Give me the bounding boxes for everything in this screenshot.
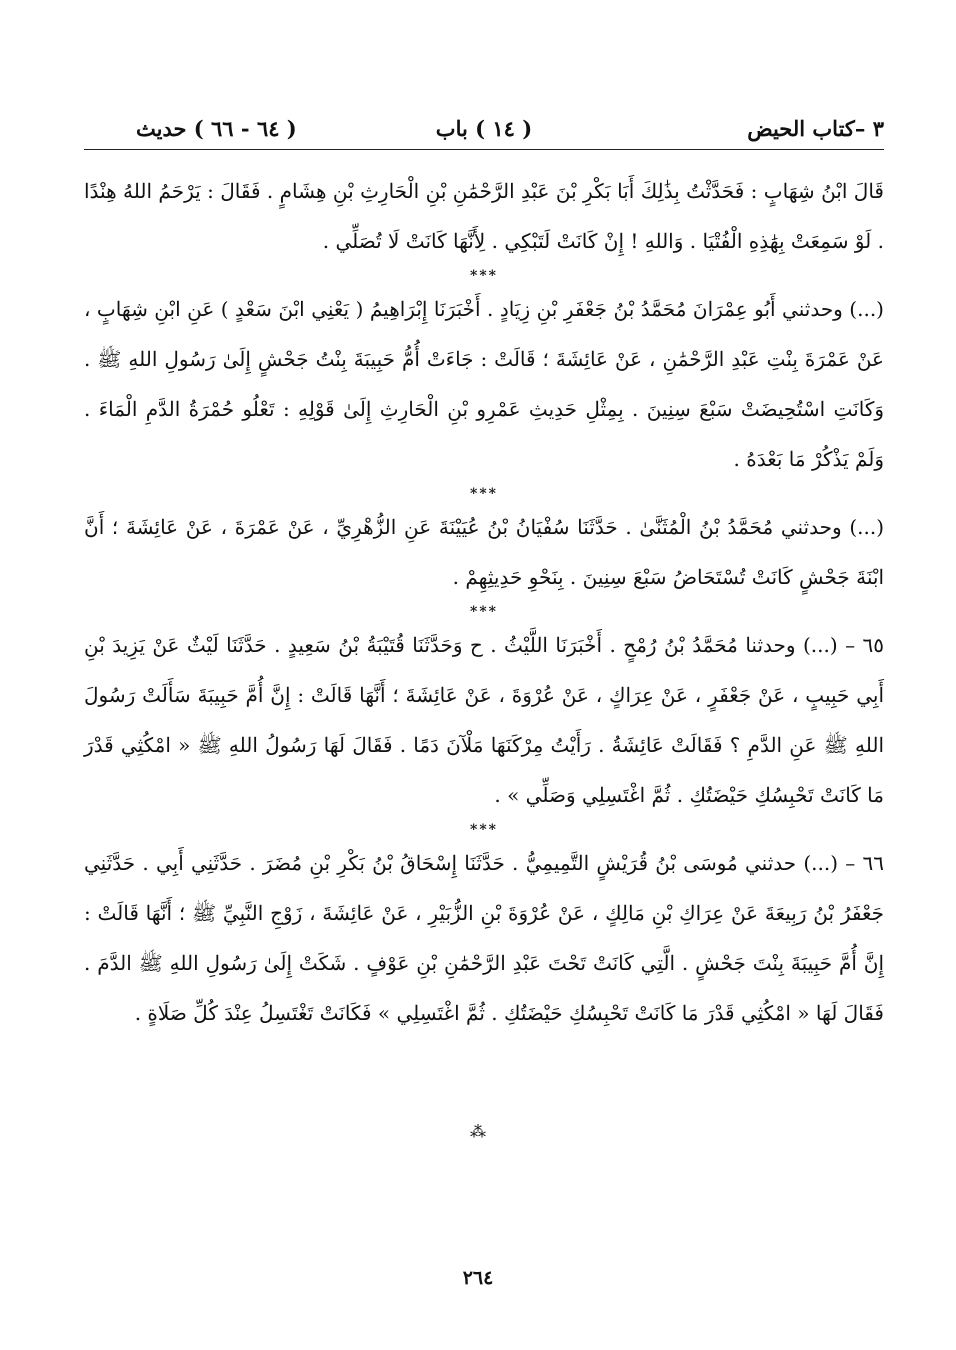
page-number: ٢٦٤ [462, 1267, 494, 1289]
section-separator: *** [470, 604, 498, 620]
section-separator: *** [470, 822, 498, 838]
hadith-range: ( ٦٤ - ٦٦ ) حديث [136, 116, 297, 141]
hadith-66: ٦٦ – (...) حدثني مُوسَى بْنُ قُرَيْشٍ التَّمِيمِيُّ . حَدَّثَنَا إِسْحَاقُ بْنُ بَكْرِ بْنِ مُضَرَ . حَدَّثَنِي أَبِي . حَدَّثَنِي جَعْفَرُ بْنُ رَبِيعَةَ عَنْ عِرَاكِ بْنِ مَالِكٍ ، عَنْ عُرْوَةَ بْنِ الزُّبَيْرِ ، عَنْ عَائِشَةَ ، زَوْجِ النَّبِيِّ ﷺ ؛ أَنَّهَا قَالَتْ : إِنَّ أُمَّ حَبِيبَةَ بِنْتَ جَحْشٍ . الَّتِي كَانَتْ تَحْتَ عَبْدِ الرَّحْمَٰنِ بْنِ عَوْفٍ . شَكَتْ إِلَىٰ رَسُولِ اللهِ ﷺ الدَّمَ . فَقَالَ لَهَا « امْكُثِي قَدْرَ مَا كَانَتْ تَحْبِسُكِ حَيْضَتُكِ . ثُمَّ اغْتَسِلِي » فَكَانَتْ تَغْتَسِلُ عِنْدَ كُلِّ صَلَاةٍ . [84, 851, 884, 1025]
paragraph-1: قَالَ ابْنُ شِهَابٍ : فَحَدَّثْتُ بِذَٰلِكَ أَبَا بَكْرِ بْنَ عَبْدِ الرَّحْمَٰنِ بْنِ الْحَارِثِ بْنِ هِشَامٍ . فَقَالَ : يَرْحَمُ اللهُ هِنْدًا . لَوْ سَمِعَتْ بِهَٰذِهِ الْفُتْيَا . وَاللهِ ! إِنْ كَانَتْ لَتَبْكِي . لِأَنَّهَا كَانَتْ لَا تُصَلِّي . [84, 179, 884, 253]
section-separator: *** [470, 486, 498, 502]
paragraph-2: (...) وحدثني أَبُو عِمْرَانَ مُحَمَّدُ بْنُ جَعْفَرِ بْنِ زِيَادٍ . أَخْبَرَنَا إِبْرَاهِيمُ ( يَعْنِي ابْنَ سَعْدٍ ) عَنِ ابْنِ شِهَابٍ ، عَنْ عَمْرَةَ بِنْتِ عَبْدِ الرَّحْمَٰنِ ، عَنْ عَائِشَةَ ؛ قَالَتْ : جَاءَتْ أُمُّ حَبِيبَةَ بِنْتُ جَحْشٍ إِلَىٰ رَسُولِ اللهِ ﷺ . وَكَانَتِ اسْتُحِيضَتْ سَبْعَ سِنِينَ . بِمِثْلِ حَدِيثِ عَمْرِو بْنِ الْحَارِثِ إِلَىٰ قَوْلِهِ : تَعْلُو حُمْرَةُ الدَّمِ الْمَاءَ . وَلَمْ يَذْكُرْ مَا بَعْدَهُ . [84, 297, 884, 471]
book-title: ٣ –كتاب الحيض [747, 116, 884, 141]
section-separator: *** [470, 268, 498, 284]
chapter-end-mark: ⁂ [470, 1122, 486, 1141]
page-body [84, 166, 884, 1038]
running-header [84, 112, 884, 148]
chapter-label: ( ١٤ ) باب [435, 116, 533, 141]
hadith-65: ٦٥ – (...) وحدثنا مُحَمَّدُ بْنُ رُمْحٍ . أَخْبَرَنَا اللَّيْثُ . ح وَحَدَّثَنَا قُتَيْبَةُ بْنُ سَعِيدٍ . حَدَّثَنَا لَيْثٌ عَنْ يَزِيدَ بْنِ أَبِي حَبِيبٍ ، عَنْ جَعْفَرٍ ، عَنْ عِرَاكٍ ، عَنْ عُرْوَةَ ، عَنْ عَائِشَةَ ؛ أَنَّهَا قَالَتْ : إِنَّ أُمَّ حَبِيبَةَ سَأَلَتْ رَسُولَ اللهِ ﷺ عَنِ الدَّمِ ؟ فَقَالَتْ عَائِشَةُ . رَأَيْتُ مِرْكَنَهَا مَلْآنَ دَمًا . فَقَالَ لَهَا رَسُولُ اللهِ ﷺ « امْكُثِي قَدْرَ مَا كَانَتْ تَحْبِسُكِ حَيْضَتُكِ . ثُمَّ اغْتَسِلِي وَصَلِّي » . [84, 633, 884, 807]
header-rule [84, 149, 884, 150]
paragraph-3: (...) وحدثني مُحَمَّدُ بْنُ الْمُثَنَّىٰ . حَدَّثَنَا سُفْيَانُ بْنُ عُيَيْنَةَ عَنِ الزُّهْرِيِّ ، عَنْ عَمْرَةَ ، عَنْ عَائِشَةَ ؛ أَنَّ ابْنَةَ جَحْشٍ كَانَتْ تُسْتَحَاضُ سَبْعَ سِنِينَ . بِنَحْوِ حَدِيثِهِمْ . [84, 515, 884, 589]
